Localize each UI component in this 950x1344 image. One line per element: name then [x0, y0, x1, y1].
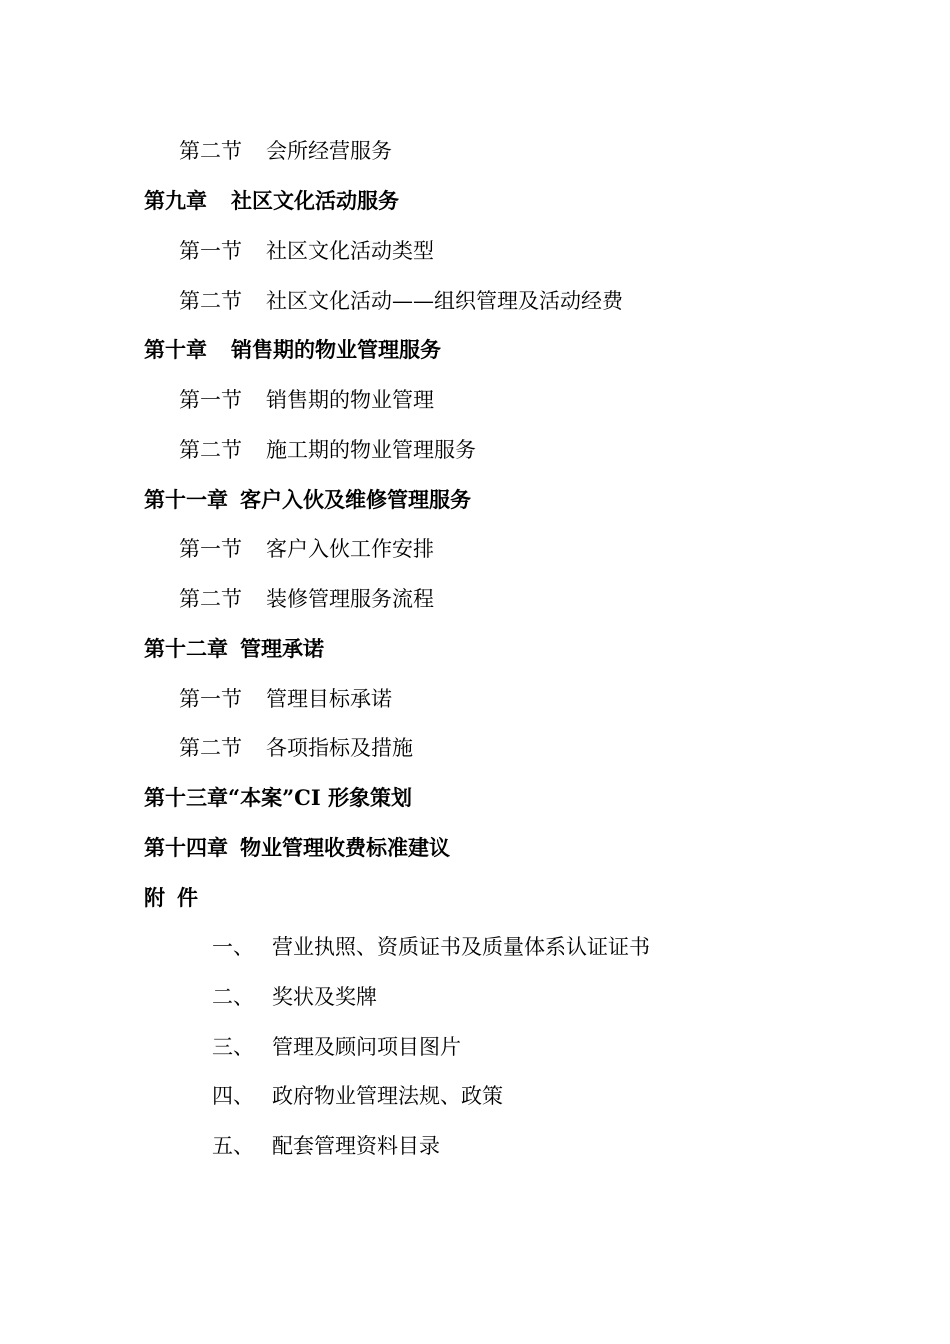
section-number: 第二节: [179, 289, 242, 313]
toc-section: [179, 436, 476, 464]
toc-chapter: [144, 834, 450, 862]
appendix-number: 五、: [212, 1134, 254, 1158]
appendix-item-title: 配套管理资料目录: [272, 1134, 440, 1158]
section-number: 第一节: [179, 388, 242, 412]
chapter-number: 第十三章: [144, 785, 228, 810]
section-number: 第一节: [179, 687, 242, 711]
section-title: 施工期的物业管理服务: [266, 438, 476, 462]
toc-section: [179, 585, 434, 613]
section-title: 各项指标及措施: [266, 736, 413, 760]
toc-chapter: [144, 336, 441, 364]
toc-section: [179, 685, 392, 713]
appendix-item-title: 奖状及奖牌: [272, 985, 377, 1009]
chapter-title: 客户入伙及维修管理服务: [240, 487, 471, 512]
section-title: 社区文化活动——组织管理及活动经费: [266, 289, 623, 313]
section-title: 社区文化活动类型: [266, 239, 434, 263]
chapter-number: 第十四章: [144, 835, 228, 860]
chapter-number: 第十章: [144, 337, 207, 362]
chapter-number: 第九章: [144, 188, 207, 213]
appendix-number: 四、: [212, 1084, 254, 1108]
appendix-item-title: 营业执照、资质证书及质量体系认证证书: [272, 935, 650, 959]
chapter-title: 销售期的物业管理服务: [231, 337, 441, 362]
section-number: 第二节: [179, 736, 242, 760]
appendix-item-title: 政府物业管理法规、政策: [272, 1084, 503, 1108]
toc-chapter: [144, 635, 324, 663]
toc-appendix-item: [212, 1082, 503, 1110]
chapter-title: 社区文化活动服务: [231, 188, 399, 213]
chapter-number: 第十一章: [144, 487, 228, 512]
appendix-number: 三、: [212, 1035, 254, 1059]
toc-chapter: [144, 486, 471, 514]
section-title: 装修管理服务流程: [266, 587, 434, 611]
chapter-number: 第十二章: [144, 636, 228, 661]
appendix-number: 一、: [212, 935, 254, 959]
toc-appendix-item: [212, 983, 377, 1011]
toc-chapter: [144, 784, 412, 812]
toc-appendix-item: [212, 1132, 440, 1160]
section-title: 客户入伙工作安排: [266, 537, 434, 561]
chapter-title: “本案”CI 形象策划: [228, 785, 413, 810]
chapter-title: 物业管理收费标准建议: [240, 835, 450, 860]
chapter-title: 管理承诺: [240, 636, 324, 661]
toc-appendix-item: [212, 933, 650, 961]
section-title: 会所经营服务: [266, 139, 392, 163]
toc-section: [179, 386, 434, 414]
appendix-number: 二、: [212, 985, 254, 1009]
toc-section: [179, 287, 623, 315]
appendix-item-title: 管理及顾问项目图片: [272, 1035, 461, 1059]
section-number: 第二节: [179, 438, 242, 462]
toc-appendix-heading: [144, 884, 210, 912]
toc-section: [179, 734, 413, 762]
section-number: 第二节: [179, 587, 242, 611]
toc-section: [179, 137, 392, 165]
appendix-title: 附件: [144, 885, 210, 910]
section-title: 销售期的物业管理: [266, 388, 434, 412]
toc-chapter: [144, 187, 399, 215]
toc-section: [179, 535, 434, 563]
toc-section: [179, 237, 434, 265]
toc-appendix-item: [212, 1033, 461, 1061]
section-number: 第二节: [179, 139, 242, 163]
section-number: 第一节: [179, 537, 242, 561]
section-title: 管理目标承诺: [266, 687, 392, 711]
section-number: 第一节: [179, 239, 242, 263]
